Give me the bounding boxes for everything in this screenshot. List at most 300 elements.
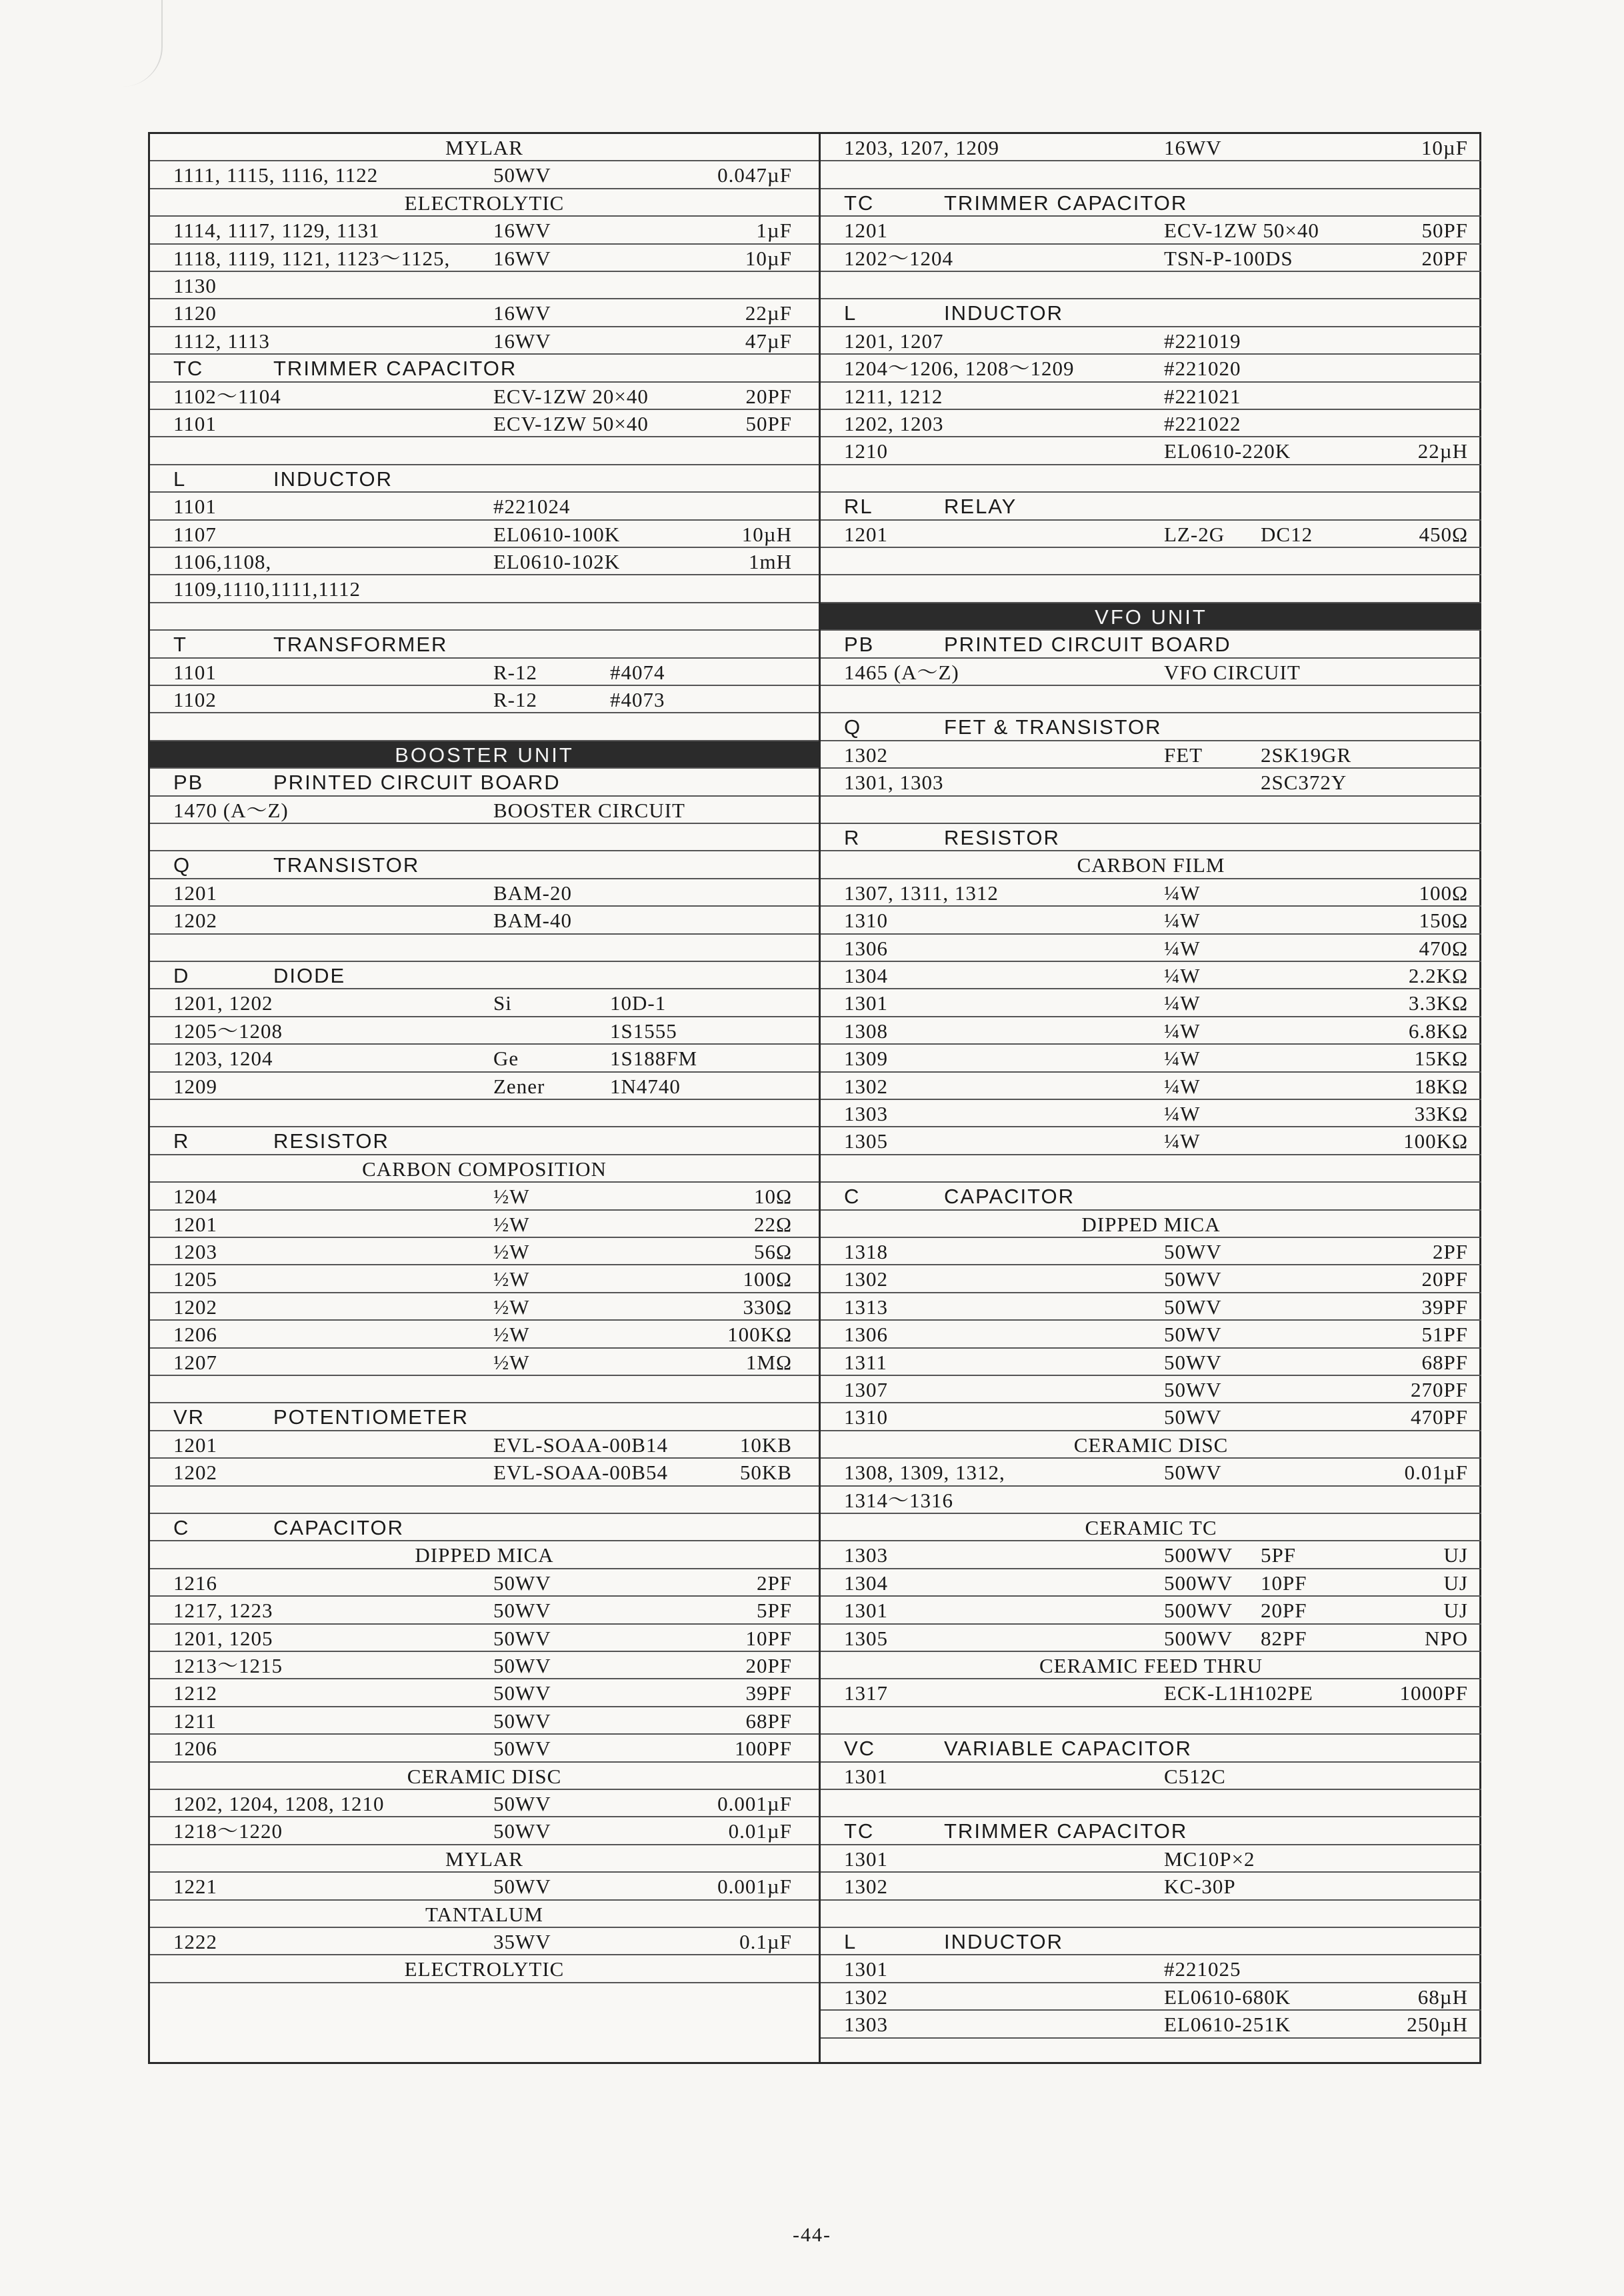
section-title: POTENTIOMETER <box>273 1405 469 1429</box>
section-code: PB <box>173 771 204 795</box>
part-ref: 1314〜1316 <box>844 1488 953 1512</box>
part-ref: 1308, 1309, 1312, <box>844 1461 1005 1485</box>
part-ref: 1303 <box>844 1543 888 1567</box>
part-row <box>821 989 1481 1017</box>
section-title: TRIMMER CAPACITOR <box>273 357 517 381</box>
section-title: RESISTOR <box>273 1129 389 1153</box>
section-code: VC <box>844 1737 876 1761</box>
part-spec-2: 10PF <box>1261 1571 1307 1595</box>
part-spec: ½W <box>493 1323 530 1347</box>
part-value: 1MΩ <box>745 1350 792 1374</box>
blank-row <box>150 935 819 962</box>
part-ref: 1304 <box>844 1571 888 1595</box>
part-value: 33KΩ <box>1414 1102 1468 1125</box>
part-spec: EL0610-220K <box>1164 439 1291 463</box>
part-spec: ½W <box>493 1240 530 1263</box>
subsection-row <box>150 1845 819 1873</box>
blank-row <box>821 548 1481 575</box>
part-row <box>150 1790 819 1817</box>
part-spec: ¼W <box>1164 909 1201 933</box>
section-title: RELAY <box>944 495 1017 519</box>
part-value: 22Ω <box>753 1212 792 1236</box>
part-row <box>150 659 819 686</box>
part-spec: ½W <box>493 1185 530 1209</box>
part-spec: 50WV <box>1164 1295 1222 1319</box>
section-code: PB <box>844 633 875 657</box>
part-spec-2: 20PF <box>1261 1599 1307 1623</box>
part-row <box>150 493 819 520</box>
part-value: 10µF <box>1421 136 1468 159</box>
section-code: D <box>173 964 190 987</box>
part-value: 270PF <box>1411 1378 1468 1401</box>
part-value: 100KΩ <box>727 1323 792 1347</box>
unit-title: BOOSTER UNIT <box>395 743 574 767</box>
part-ref: 1207 <box>173 1350 217 1374</box>
subsection-label: DIPPED MICA <box>1081 1212 1221 1236</box>
subsection-row <box>821 851 1481 879</box>
part-value: 15KΩ <box>1414 1047 1468 1071</box>
blank-row <box>150 603 819 631</box>
section-header-row <box>821 299 1481 327</box>
subsection-row <box>821 1652 1481 1679</box>
section-code: L <box>173 467 187 491</box>
blank-row <box>150 1487 819 1514</box>
part-spec: EL0610-680K <box>1164 1985 1291 2009</box>
part-row <box>821 1321 1481 1348</box>
part-ref: 1310 <box>844 909 888 933</box>
part-spec: Si <box>493 991 512 1015</box>
part-row <box>150 686 819 713</box>
part-row <box>821 383 1481 410</box>
part-value: 100PF <box>735 1737 792 1761</box>
subsection-label: CERAMIC TC <box>1085 1516 1217 1539</box>
part-value: 10µF <box>745 246 792 270</box>
part-spec: ¼W <box>1164 1129 1201 1153</box>
part-ref: 1118, 1119, 1121, 1123〜1125, <box>173 246 451 270</box>
unit-title: VFO UNIT <box>1095 605 1207 629</box>
part-spec: 50WV <box>493 1599 551 1623</box>
part-ref: 1302 <box>844 1875 888 1899</box>
part-ref: 1202, 1204, 1208, 1210 <box>173 1792 385 1815</box>
part-ref: 1305 <box>844 1129 888 1153</box>
part-spec: C512C <box>1164 1764 1226 1788</box>
part-spec: #221025 <box>1164 1957 1241 1981</box>
blank-row <box>150 1100 819 1127</box>
subsection-row <box>150 1541 819 1569</box>
section-header-row <box>821 1735 1481 1762</box>
part-row <box>150 272 819 299</box>
part-row <box>821 1017 1481 1045</box>
section-title: INDUCTOR <box>944 1930 1064 1953</box>
section-header-row <box>150 1403 819 1431</box>
part-spec: 50WV <box>1164 1378 1222 1401</box>
part-ref: 1202, 1203 <box>844 412 944 435</box>
part-value: 68PF <box>1421 1350 1468 1374</box>
part-value: 2PF <box>1433 1240 1468 1263</box>
part-ref: 1201 <box>173 1433 217 1457</box>
part-ref: 1209 <box>173 1074 217 1098</box>
part-ref: 1301 <box>844 991 888 1015</box>
section-header-row <box>821 493 1481 520</box>
part-row <box>150 1597 819 1624</box>
section-title: INDUCTOR <box>944 301 1064 325</box>
blank-row <box>821 1901 1481 1928</box>
part-ref: 1130 <box>173 274 217 297</box>
section-title: INDUCTOR <box>273 467 393 491</box>
section-code: TC <box>173 357 204 381</box>
part-ref: 1101 <box>173 495 217 519</box>
part-row <box>821 327 1481 355</box>
part-spec: 50WV <box>493 1737 551 1761</box>
part-row <box>150 1431 819 1459</box>
part-spec: ¼W <box>1164 881 1201 905</box>
part-ref: 1120 <box>173 301 217 325</box>
part-spec: 500WV <box>1164 1626 1233 1650</box>
part-row <box>821 907 1481 934</box>
part-spec: ECK-L1H102PE <box>1164 1681 1313 1705</box>
part-ref: 1101 <box>173 412 217 435</box>
part-ref: 1205〜1208 <box>173 1019 283 1043</box>
part-ref: 1112, 1113 <box>173 329 270 353</box>
part-row <box>821 1293 1481 1321</box>
part-row <box>821 1569 1481 1597</box>
part-row <box>821 1487 1481 1514</box>
part-row <box>821 245 1481 272</box>
subsection-label: CERAMIC FEED THRU <box>1039 1654 1263 1677</box>
part-ref: 1111, 1115, 1116, 1122 <box>173 163 379 187</box>
part-row <box>821 879 1481 907</box>
section-header-row <box>150 962 819 989</box>
part-row <box>150 383 819 410</box>
part-ref: 1216 <box>173 1571 217 1595</box>
part-row <box>821 1265 1481 1293</box>
part-ref: 1203, 1204 <box>173 1047 273 1071</box>
part-value: 470PF <box>1411 1405 1468 1429</box>
part-row <box>150 1265 819 1293</box>
part-value: 20PF <box>745 384 792 408</box>
part-spec: 50WV <box>1164 1240 1222 1263</box>
part-spec: 16WV <box>493 219 551 243</box>
part-value: 39PF <box>1421 1295 1468 1319</box>
part-spec: ¼W <box>1164 1019 1201 1043</box>
blank-row <box>821 1790 1481 1817</box>
blank-row <box>821 1155 1481 1183</box>
subsection-row <box>150 1763 819 1790</box>
section-code: Q <box>844 715 862 739</box>
part-ref: 1301 <box>844 1599 888 1623</box>
part-value: 0.01µF <box>1404 1461 1468 1485</box>
part-ref: 1301 <box>844 1957 888 1981</box>
section-header-row <box>821 1928 1481 1955</box>
part-value: 150Ω <box>1419 909 1468 933</box>
section-code: T <box>173 633 187 657</box>
part-row <box>150 1349 819 1376</box>
part-value: 330Ω <box>743 1295 792 1319</box>
part-ref: 1205 <box>173 1267 217 1291</box>
part-spec: 16WV <box>493 246 551 270</box>
blank-row <box>150 437 819 465</box>
part-row <box>821 1100 1481 1127</box>
part-ref: 1313 <box>844 1295 888 1319</box>
section-header-row <box>821 631 1481 658</box>
part-value: 6.8KΩ <box>1408 1019 1468 1043</box>
part-ref: 1201 <box>844 219 888 243</box>
part-ref: 1218〜1220 <box>173 1819 283 1843</box>
subsection-row <box>821 1514 1481 1541</box>
part-spec: 500WV <box>1164 1599 1233 1623</box>
part-value: 2.2KΩ <box>1408 964 1468 987</box>
part-value: 68µH <box>1417 1985 1468 2009</box>
part-value: 10µH <box>741 522 792 546</box>
blank-row <box>821 161 1481 189</box>
part-value: UJ <box>1443 1543 1468 1567</box>
part-spec: 50WV <box>493 1654 551 1677</box>
part-ref: 1311 <box>844 1350 887 1374</box>
part-ref: 1204〜1206, 1208〜1209 <box>844 357 1075 381</box>
part-value: UJ <box>1443 1571 1468 1595</box>
section-code: VR <box>173 1405 205 1429</box>
part-spec: 50WV <box>493 1709 551 1733</box>
part-ref: 1307 <box>844 1378 888 1401</box>
part-ref: 1221 <box>173 1875 217 1899</box>
part-spec: MC10P×2 <box>1164 1847 1255 1871</box>
part-row <box>821 1073 1481 1100</box>
part-ref: 1302 <box>844 1267 888 1291</box>
part-ref: 1465 (A〜Z) <box>844 660 959 684</box>
part-row <box>821 217 1481 244</box>
blank-row <box>821 272 1481 299</box>
part-ref: 1317 <box>844 1681 888 1705</box>
part-row <box>150 1652 819 1679</box>
section-header-row <box>821 1183 1481 1210</box>
part-spec: ½W <box>493 1212 530 1236</box>
part-ref: 1470 (A〜Z) <box>173 798 289 822</box>
section-title: VARIABLE CAPACITOR <box>944 1737 1192 1761</box>
part-row <box>821 1763 1481 1790</box>
section-title: TRANSISTOR <box>273 853 420 877</box>
section-title: CAPACITOR <box>944 1185 1075 1209</box>
part-spec: ¼W <box>1164 1047 1201 1071</box>
part-spec: 50WV <box>1164 1461 1222 1485</box>
part-row <box>821 1873 1481 1900</box>
section-title: TRIMMER CAPACITOR <box>944 1819 1188 1843</box>
part-row <box>150 1211 819 1238</box>
page-corner-mark <box>121 0 163 87</box>
part-row <box>821 1376 1481 1403</box>
part-row <box>150 575 819 603</box>
part-ref: 1107 <box>173 522 217 546</box>
part-row <box>821 1403 1481 1431</box>
section-title: RESISTOR <box>944 826 1060 849</box>
part-row <box>821 2011 1481 2038</box>
part-value: 22µF <box>745 301 792 325</box>
part-value: 1000PF <box>1399 1681 1468 1705</box>
part-ref: 1109,1110,1111,1112 <box>173 577 361 601</box>
part-value: 50PF <box>1421 219 1468 243</box>
part-value: 20PF <box>1421 246 1468 270</box>
part-spec-2: #4074 <box>610 660 665 684</box>
section-title: CAPACITOR <box>273 1516 404 1539</box>
part-row <box>150 1735 819 1762</box>
part-ref: 1306 <box>844 1323 888 1347</box>
part-spec: ½W <box>493 1350 530 1374</box>
part-ref: 1302 <box>844 1985 888 2009</box>
section-header-row <box>150 465 819 493</box>
part-ref: 1101 <box>173 660 217 684</box>
part-spec: ECV-1ZW 50×40 <box>493 412 649 435</box>
part-row <box>150 1625 819 1652</box>
part-ref: 1301, 1303 <box>844 771 944 795</box>
section-code: R <box>173 1129 190 1153</box>
part-spec: 50WV <box>493 1571 551 1595</box>
part-ref: 1307, 1311, 1312 <box>844 881 999 905</box>
part-value: 47µF <box>745 329 792 353</box>
part-ref: 1303 <box>844 2013 888 2037</box>
section-header-row <box>150 1514 819 1541</box>
part-row <box>150 879 819 907</box>
part-spec: 50WV <box>493 1875 551 1899</box>
subsection-label: CARBON FILM <box>1077 853 1225 877</box>
part-spec-2: 2SK19GR <box>1261 743 1352 767</box>
unit-header-band <box>821 603 1481 631</box>
part-spec: #221020 <box>1164 357 1241 381</box>
section-header-row <box>821 713 1481 741</box>
part-spec: EL0610-102K <box>493 550 621 573</box>
part-spec: 50WV <box>1164 1267 1222 1291</box>
part-ref: 1203, 1207, 1209 <box>844 136 999 159</box>
part-row <box>150 989 819 1017</box>
part-spec: ECV-1ZW 50×40 <box>1164 219 1319 243</box>
part-value: 39PF <box>745 1681 792 1705</box>
section-title: FET & TRANSISTOR <box>944 715 1162 739</box>
subsection-row <box>150 189 819 217</box>
part-spec: BAM-40 <box>493 909 572 933</box>
part-ref: 1302 <box>844 743 888 767</box>
part-ref: 1201 <box>173 1212 217 1236</box>
part-spec: ¼W <box>1164 1102 1201 1125</box>
part-spec: 500WV <box>1164 1571 1233 1595</box>
blank-row <box>150 1376 819 1403</box>
subsection-label: CERAMIC DISC <box>1073 1433 1229 1457</box>
part-row <box>821 134 1481 161</box>
part-spec: 50WV <box>493 1681 551 1705</box>
part-value: 18KΩ <box>1414 1074 1468 1098</box>
part-spec: LZ-2G <box>1164 522 1225 546</box>
part-row <box>821 1597 1481 1624</box>
part-spec: ¼W <box>1164 936 1201 960</box>
subsection-row <box>821 1211 1481 1238</box>
part-row <box>150 1238 819 1265</box>
part-row <box>821 355 1481 382</box>
part-row <box>150 161 819 189</box>
part-ref: 1201, 1207 <box>844 329 944 353</box>
section-code: TC <box>844 191 875 215</box>
section-title: TRIMMER CAPACITOR <box>944 191 1188 215</box>
part-ref: 1210 <box>844 439 888 463</box>
part-spec-2: #4073 <box>610 688 665 711</box>
part-row <box>821 1127 1481 1155</box>
section-header-row <box>150 631 819 658</box>
blank-row <box>821 575 1481 603</box>
part-ref: 1318 <box>844 1240 888 1263</box>
part-row <box>150 521 819 548</box>
part-ref: 1201, 1205 <box>173 1626 273 1650</box>
part-spec: 16WV <box>1164 136 1222 159</box>
part-row <box>821 1349 1481 1376</box>
part-value: 470Ω <box>1419 936 1468 960</box>
part-row <box>150 797 819 824</box>
part-value: 10PF <box>745 1626 792 1650</box>
blank-row <box>821 465 1481 493</box>
part-spec: ¼W <box>1164 1074 1201 1098</box>
part-row <box>150 1817 819 1845</box>
part-value: 100Ω <box>743 1267 792 1291</box>
part-value: 22µH <box>1417 439 1468 463</box>
section-code: TC <box>844 1819 875 1843</box>
part-row <box>150 1321 819 1348</box>
part-spec-2: 1S188FM <box>610 1047 698 1071</box>
part-value: 50KB <box>739 1461 792 1485</box>
part-spec: 50WV <box>493 1792 551 1815</box>
part-ref: 1301 <box>844 1847 888 1871</box>
part-value: 0.001µF <box>717 1792 792 1815</box>
part-row <box>821 1845 1481 1873</box>
part-spec: R-12 <box>493 660 537 684</box>
part-spec-2: 1S1555 <box>610 1019 677 1043</box>
section-code: Q <box>173 853 191 877</box>
subsection-label: MYLAR <box>445 1847 523 1871</box>
blank-row <box>821 686 1481 713</box>
part-spec: VFO CIRCUIT <box>1164 660 1301 684</box>
part-ref: 1212 <box>173 1681 217 1705</box>
part-spec: 50WV <box>493 1819 551 1843</box>
blank-row <box>821 1707 1481 1735</box>
part-row <box>821 1983 1481 2011</box>
part-spec-2: 1N4740 <box>610 1074 681 1098</box>
part-ref: 1301 <box>844 1764 888 1788</box>
part-value: 20PF <box>745 1654 792 1677</box>
part-spec-2: DC12 <box>1261 522 1313 546</box>
part-value: 50PF <box>745 412 792 435</box>
part-row <box>821 741 1481 769</box>
part-spec: 35WV <box>493 1930 551 1953</box>
part-spec: EVL-SOAA-00B14 <box>493 1433 668 1457</box>
part-row <box>150 217 819 244</box>
part-value: 0.047µF <box>717 163 792 187</box>
part-value: UJ <box>1443 1599 1468 1623</box>
part-row <box>150 907 819 934</box>
subsection-row <box>150 134 819 161</box>
part-row <box>150 548 819 575</box>
part-ref: 1201 <box>844 522 888 546</box>
part-row <box>150 1293 819 1321</box>
part-spec: #221019 <box>1164 329 1241 353</box>
part-value: 20PF <box>1421 1267 1468 1291</box>
part-row <box>150 1679 819 1707</box>
section-code: C <box>173 1516 190 1539</box>
part-spec: 50WV <box>1164 1350 1222 1374</box>
part-row <box>821 935 1481 962</box>
section-code: C <box>844 1185 861 1209</box>
part-ref: 1102〜1104 <box>173 384 281 408</box>
unit-header-band <box>150 741 819 769</box>
part-ref: 1203 <box>173 1240 217 1263</box>
part-ref: 1308 <box>844 1019 888 1043</box>
part-value: 51PF <box>1421 1323 1468 1347</box>
part-spec: #221022 <box>1164 412 1241 435</box>
part-row <box>821 1459 1481 1486</box>
part-spec: 500WV <box>1164 1543 1233 1567</box>
